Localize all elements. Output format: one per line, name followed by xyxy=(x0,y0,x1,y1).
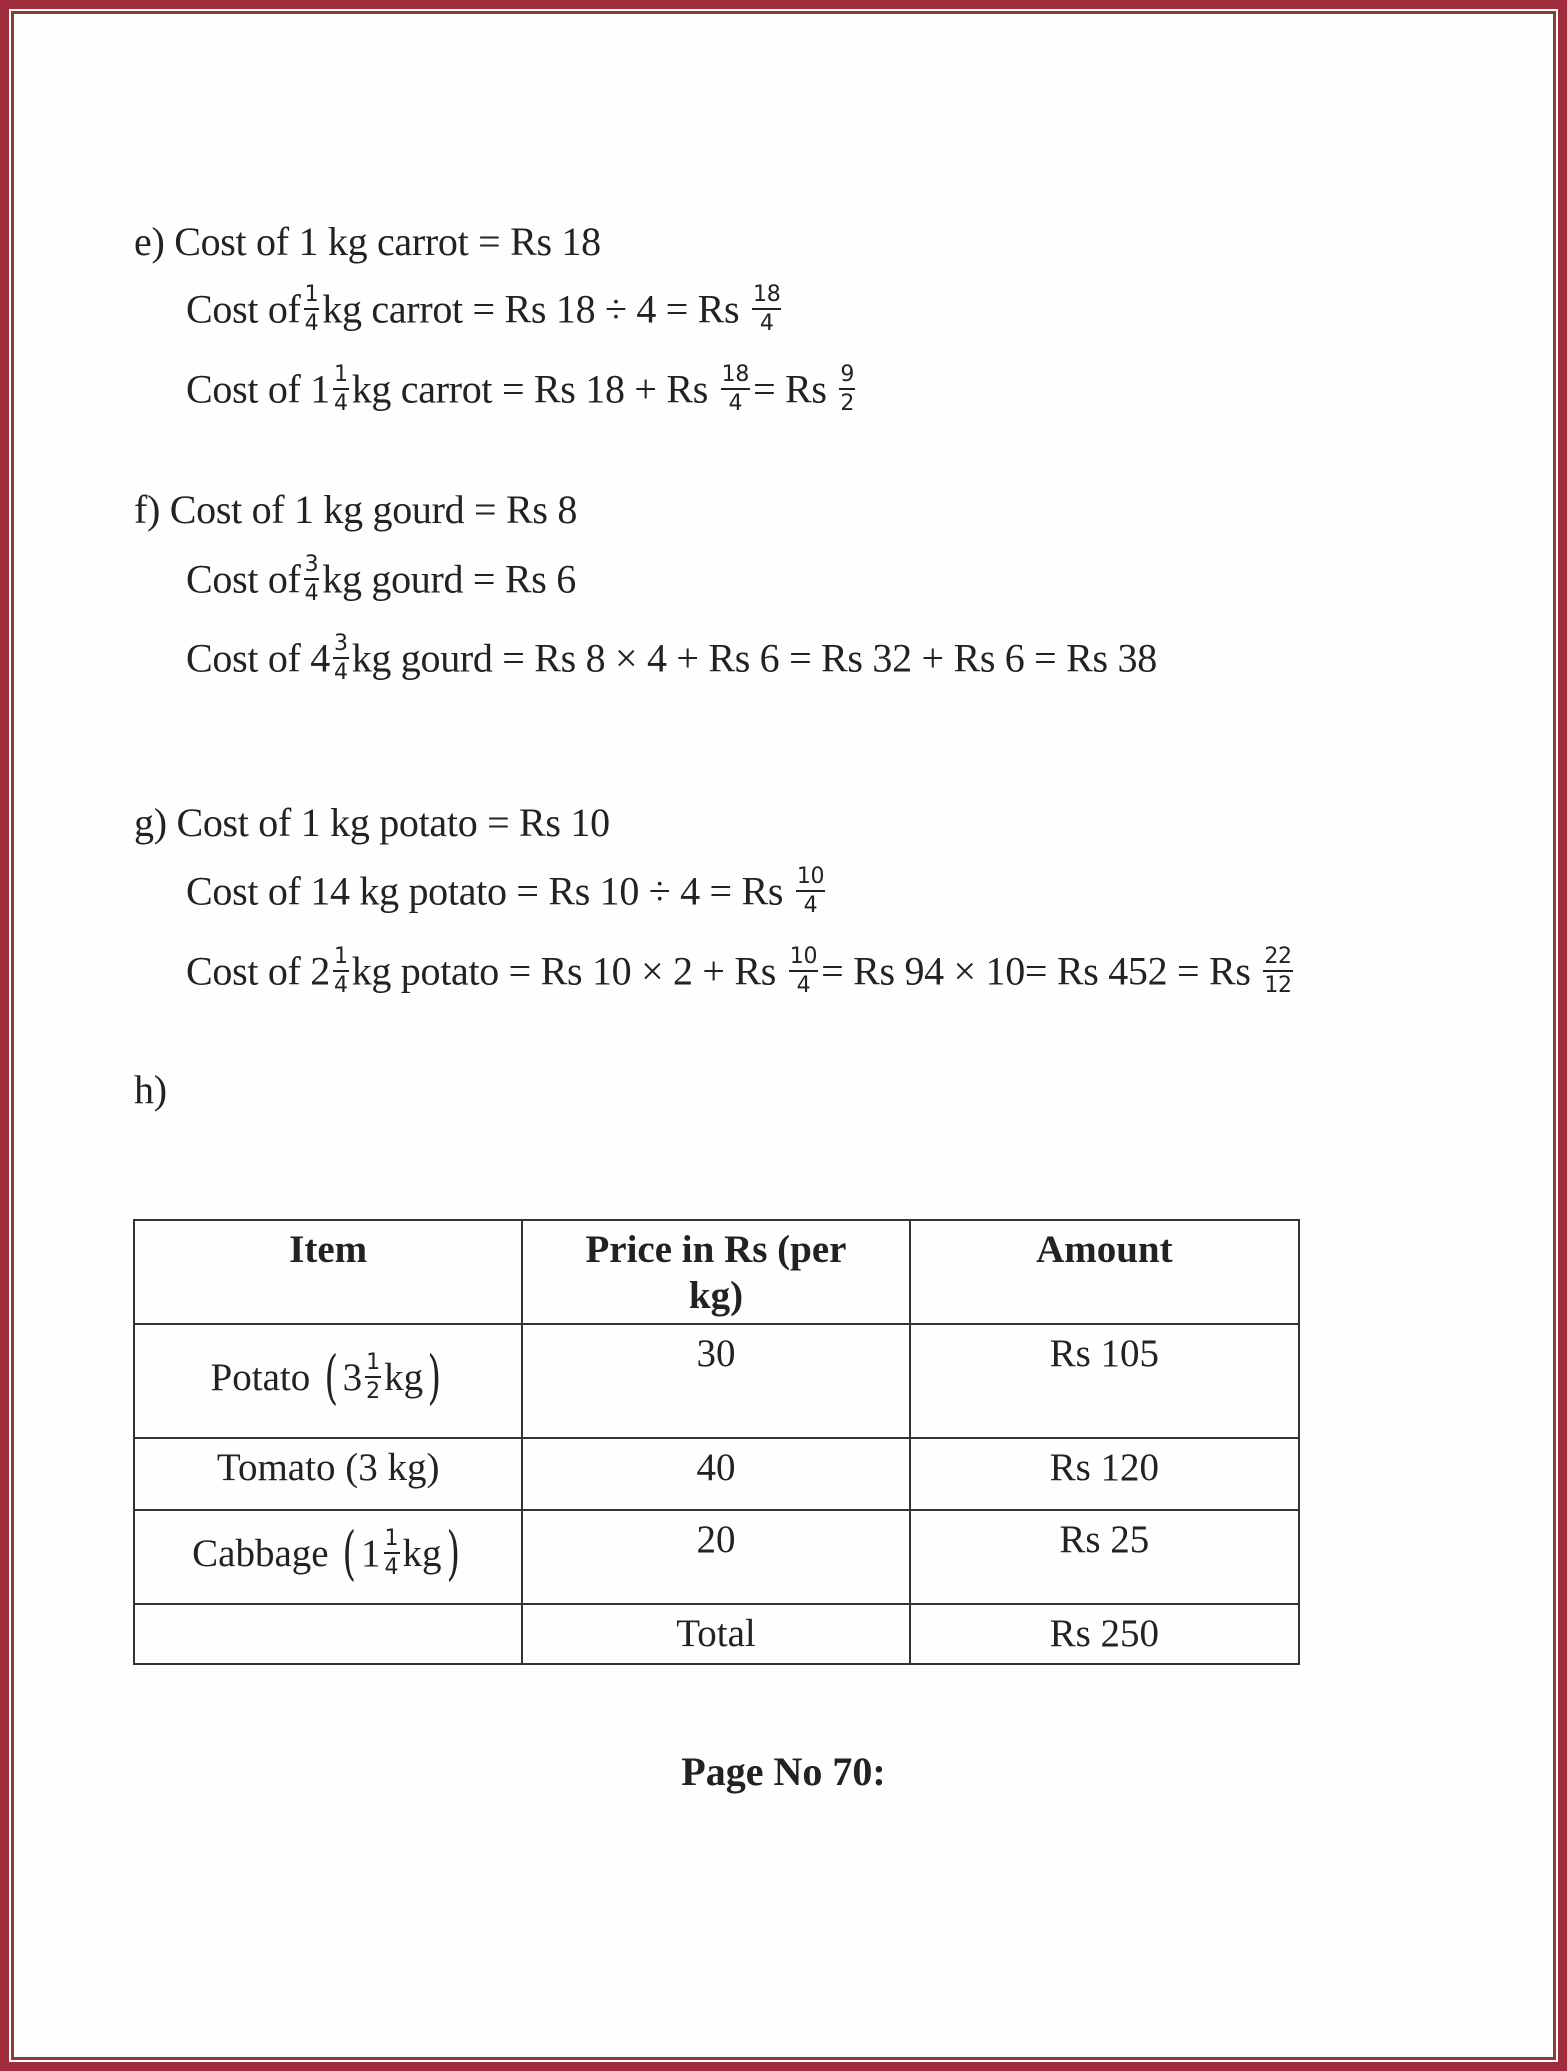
text: = Rs xyxy=(753,366,827,412)
text: Cost of 1 xyxy=(186,366,330,412)
numerator: 9 xyxy=(839,364,855,390)
numerator: 10 xyxy=(789,946,818,972)
cost-table xyxy=(133,1219,1300,1665)
table-header-row xyxy=(134,1220,1299,1324)
section-g-line-2 xyxy=(186,864,828,921)
close-paren: ) xyxy=(427,1343,442,1411)
table-row xyxy=(134,1438,1299,1510)
fraction xyxy=(304,554,320,605)
numerator: 3 xyxy=(333,633,349,659)
text: = Rs 94 × 10= Rs 452 = Rs xyxy=(821,948,1251,994)
cell-empty xyxy=(134,1604,522,1664)
fraction xyxy=(796,866,825,917)
denominator: 2 xyxy=(366,1378,381,1404)
text: kg gourd = Rs 6 xyxy=(322,556,576,602)
section-e-line-1 xyxy=(134,219,601,264)
qty-whole: 1 xyxy=(361,1531,381,1575)
cell-total-label: Total xyxy=(522,1604,909,1664)
section-e-line-2 xyxy=(186,282,784,339)
numerator: 1 xyxy=(365,1352,381,1378)
section-e-text-1: Cost of 1 kg carrot = Rs 18 xyxy=(174,219,601,264)
cell-item: Tomato (3 kg) xyxy=(134,1438,522,1510)
table-total-row xyxy=(134,1604,1299,1664)
item-name: Potato xyxy=(210,1355,311,1399)
section-h-label: h) xyxy=(134,1067,167,1112)
numerator: 3 xyxy=(304,554,320,580)
section-f-text-1: Cost of 1 kg gourd = Rs 8 xyxy=(169,487,578,532)
cell-amount: Rs 120 xyxy=(910,1438,1299,1510)
close-paren: ) xyxy=(446,1519,460,1587)
denominator: 12 xyxy=(1264,973,1292,998)
fraction xyxy=(333,364,349,415)
section-f-line-2 xyxy=(186,552,576,609)
numerator: 18 xyxy=(752,284,781,310)
section-e-line-3 xyxy=(186,362,858,419)
denominator: 4 xyxy=(759,311,774,336)
denominator: 4 xyxy=(333,391,348,416)
denominator: 4 xyxy=(304,581,319,606)
text: Cost of xyxy=(186,556,301,602)
qty-whole: 3 xyxy=(342,1355,363,1399)
section-g-line-3 xyxy=(186,944,1296,1001)
fraction xyxy=(304,284,320,335)
text: kg gourd = Rs 8 × 4 + Rs 6 = Rs 32 + Rs 6 = Rs 38 xyxy=(351,635,1157,681)
fraction xyxy=(839,364,855,415)
denominator: 4 xyxy=(728,391,743,416)
open-paren: ( xyxy=(324,1343,339,1411)
cell-price: 30 xyxy=(522,1324,909,1438)
fraction xyxy=(333,946,349,997)
numerator: 22 xyxy=(1263,946,1292,972)
denominator: 4 xyxy=(333,660,348,685)
table-row xyxy=(134,1324,1299,1438)
section-f-line-1 xyxy=(134,487,578,532)
cell-item xyxy=(134,1510,522,1604)
denominator: 2 xyxy=(840,391,855,416)
unit: kg xyxy=(402,1531,442,1575)
text: kg potato = Rs 10 × 2 + Rs xyxy=(351,948,777,994)
fraction xyxy=(365,1349,381,1404)
cell-total-amount: Rs 250 xyxy=(910,1604,1299,1664)
denominator: 4 xyxy=(384,1554,399,1580)
numerator: 1 xyxy=(333,946,349,972)
header-item: Item xyxy=(134,1220,522,1324)
denominator: 4 xyxy=(304,311,319,336)
cell-amount: Rs 25 xyxy=(910,1510,1299,1604)
denominator: 4 xyxy=(803,893,818,918)
cell-amount: Rs 105 xyxy=(910,1324,1299,1438)
fraction xyxy=(789,946,818,997)
unit: kg xyxy=(384,1355,424,1399)
numerator: 10 xyxy=(796,866,825,892)
numerator: 1 xyxy=(384,1528,400,1554)
numerator: 1 xyxy=(304,284,320,310)
cell-price: 20 xyxy=(522,1510,909,1604)
section-g-text-1: Cost of 1 kg potato = Rs 10 xyxy=(176,800,610,845)
denominator: 4 xyxy=(333,973,348,998)
text: Cost of 4 xyxy=(186,635,330,681)
cell-price: 40 xyxy=(522,1438,909,1510)
section-g-line-1 xyxy=(134,800,610,845)
fraction xyxy=(721,364,750,415)
item-name: Cabbage xyxy=(192,1531,329,1575)
page-number: Page No 70: xyxy=(681,1749,886,1794)
text: Cost of xyxy=(186,286,301,332)
numerator: 18 xyxy=(721,364,750,390)
text: Cost of 14 kg potato = Rs 10 ÷ 4 = Rs xyxy=(186,868,784,914)
header-amount: Amount xyxy=(910,1220,1299,1324)
section-h-line-1 xyxy=(134,1067,167,1112)
fraction xyxy=(752,284,781,335)
section-f-line-3 xyxy=(186,631,1157,688)
cell-item xyxy=(134,1324,522,1438)
fraction xyxy=(333,633,349,684)
fraction xyxy=(1263,946,1292,997)
numerator: 1 xyxy=(333,364,349,390)
section-g-label: g) xyxy=(134,800,167,845)
section-e-label: e) xyxy=(134,219,165,264)
text: kg carrot = Rs 18 ÷ 4 = Rs xyxy=(322,286,740,332)
denominator: 4 xyxy=(796,973,811,998)
text: Cost of 2 xyxy=(186,948,330,994)
fraction xyxy=(384,1525,400,1580)
header-price: Price in Rs (per kg) xyxy=(522,1220,909,1324)
open-paren: ( xyxy=(342,1519,357,1587)
text: kg carrot = Rs 18 + Rs xyxy=(351,366,708,412)
table-row xyxy=(134,1510,1299,1604)
section-f-label: f) xyxy=(134,487,161,532)
